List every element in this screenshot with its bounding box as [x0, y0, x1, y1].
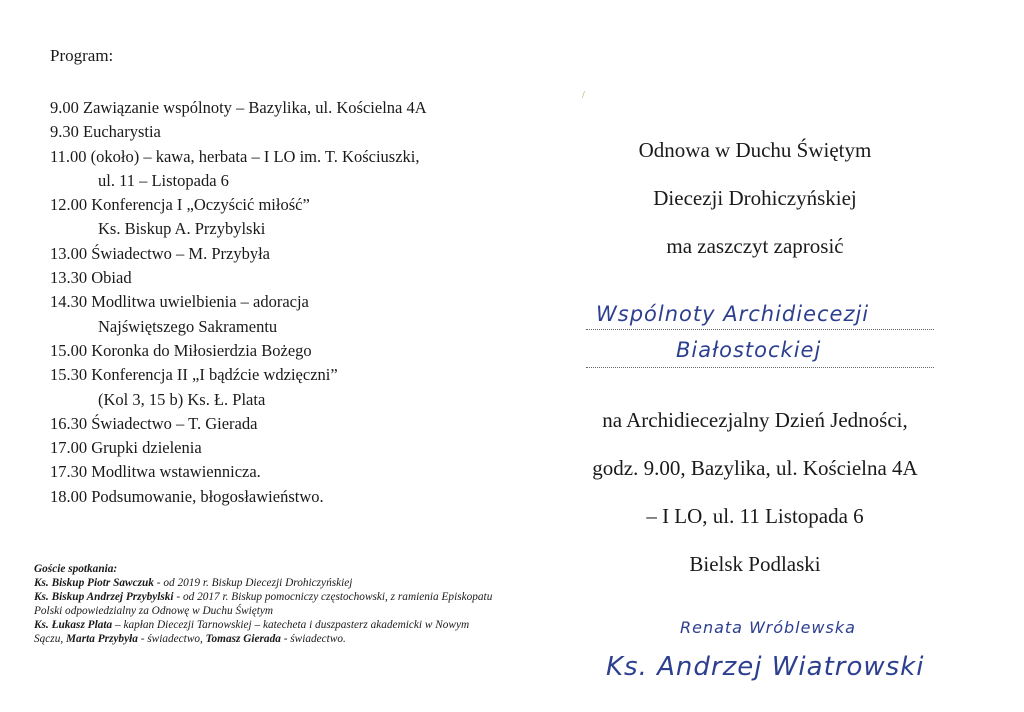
program-text: Obiad: [91, 268, 132, 288]
program-text: Konferencja I „Oczyścić miłość”: [91, 195, 310, 215]
program-time: 17.30: [50, 462, 88, 482]
program-time: 11.00: [50, 146, 87, 166]
program-time: 18.00: [50, 486, 88, 506]
program-item: [50, 193, 530, 242]
invitation-line-invites: ma zaszczyt zaprosić: [666, 234, 844, 258]
program-item: [50, 266, 530, 290]
guests-section: [34, 562, 494, 646]
invitation-line-time-place: godz. 9.00, Bazylika, ul. Kościelna 4A: [592, 456, 918, 480]
program-time: 12.00: [50, 195, 88, 215]
program-time: 13.30: [50, 268, 88, 288]
guest-desc: - świadectwo,: [137, 633, 206, 645]
program-text-continued: Ks. Biskup A. Przybylski: [98, 219, 266, 239]
guest-name: Ks. Biskup Piotr Sawczuk: [34, 577, 154, 589]
program-time: 9.00: [50, 98, 79, 117]
guest-desc: - od 2017 r. Biskup pomocniczy częstochowski, z ramienia Episkopatu Polski odpowiedzialny za Odnowę w Duchu Świętym: [34, 591, 493, 617]
program-text-continued: (Kol 3, 15 b) Ks. Ł. Plata: [98, 389, 266, 409]
program-time: 14.30: [50, 292, 88, 312]
program-item: [50, 363, 530, 412]
program-item: [50, 145, 530, 194]
program-text: Grupki dzielenia: [91, 438, 202, 458]
guest-name: Tomasz Gierada: [205, 633, 281, 645]
program-item: [50, 485, 530, 509]
program-time: 16.30: [50, 413, 88, 433]
handwritten-invitee-2: Białostockiej: [676, 338, 822, 362]
program-time: 15.30: [50, 365, 88, 385]
program-item: [50, 96, 530, 120]
guest-name: Ks. Biskup Andrzej Przybylski: [34, 591, 174, 603]
program-item: [50, 120, 530, 144]
program-text: Modlitwa uwielbienia – adoracja: [91, 292, 309, 312]
program-item: [50, 436, 530, 460]
program-item: [50, 339, 530, 363]
invitation-line-city: Bielsk Podlaski: [689, 552, 821, 576]
invitation-line-diocese: Diecezji Drohiczyńskiej: [653, 186, 857, 210]
guests-title: Goście spotkania:: [34, 563, 118, 575]
guest-desc: – kapłan Diecezji Tarnowskiej – katecheta i duszpasterz akademicki w Nowym Sączu,: [34, 619, 470, 645]
program-time: 15.00: [50, 340, 88, 360]
program-text: Świadectwo – T. Gierada: [91, 413, 258, 433]
program-item: [50, 242, 530, 266]
invitation-line-organizer: Odnowa w Duchu Świętym: [638, 138, 872, 162]
program-heading: Program:: [50, 46, 114, 65]
pen-mark: /: [582, 90, 585, 101]
guest-desc: - od 2019 r. Biskup Diecezji Drohiczyńskiej: [153, 577, 353, 589]
invitation-line-event: na Archidiecezjalny Dzień Jedności,: [602, 408, 908, 432]
program-text: Zawiązanie wspólnoty – Bazylika, ul. Kościelna 4A: [83, 98, 427, 117]
program-item: [50, 460, 530, 484]
program-time: 13.00: [50, 243, 88, 263]
guests-text: [34, 576, 494, 646]
program-text: Eucharystia: [83, 122, 161, 142]
guest-name: Marta Przybyła: [66, 633, 138, 645]
dotted-line: [586, 367, 934, 368]
program-text: Koronka do Miłosierdzia Bożego: [91, 340, 312, 360]
program-text-continued: Najświętszego Sakramentu: [98, 316, 278, 336]
program-item: [50, 290, 530, 339]
program-list: [50, 96, 530, 509]
program-text: Modlitwa wstawiennicza.: [91, 462, 261, 482]
dotted-line: [586, 329, 934, 330]
program-item: [50, 412, 530, 436]
program-text: Konferencja II „I bądźcie wdzięczni”: [91, 365, 338, 385]
signature-2: Ks. Andrzej Wiatrowski: [606, 652, 925, 682]
program-text: Podsumowanie, błogosławieństwo.: [91, 486, 324, 506]
program-text: Świadectwo – M. Przybyła: [91, 243, 270, 263]
program-time: 9.30: [50, 122, 79, 142]
invitation-line-school: – I LO, ul. 11 Listopada 6: [646, 504, 864, 528]
signature-1: Renata Wróblewska: [680, 618, 856, 637]
program-time: 17.00: [50, 438, 88, 458]
guest-desc: - świadectwo.: [280, 633, 346, 645]
guest-name: Ks. Łukasz Plata: [34, 619, 113, 631]
handwritten-invitee: Wspólnoty Archidiecezji: [596, 302, 870, 326]
program-text-continued: ul. 11 – Listopada 6: [98, 170, 229, 190]
program-text: (około) – kawa, herbata – I LO im. T. Kościuszki,: [90, 146, 420, 166]
